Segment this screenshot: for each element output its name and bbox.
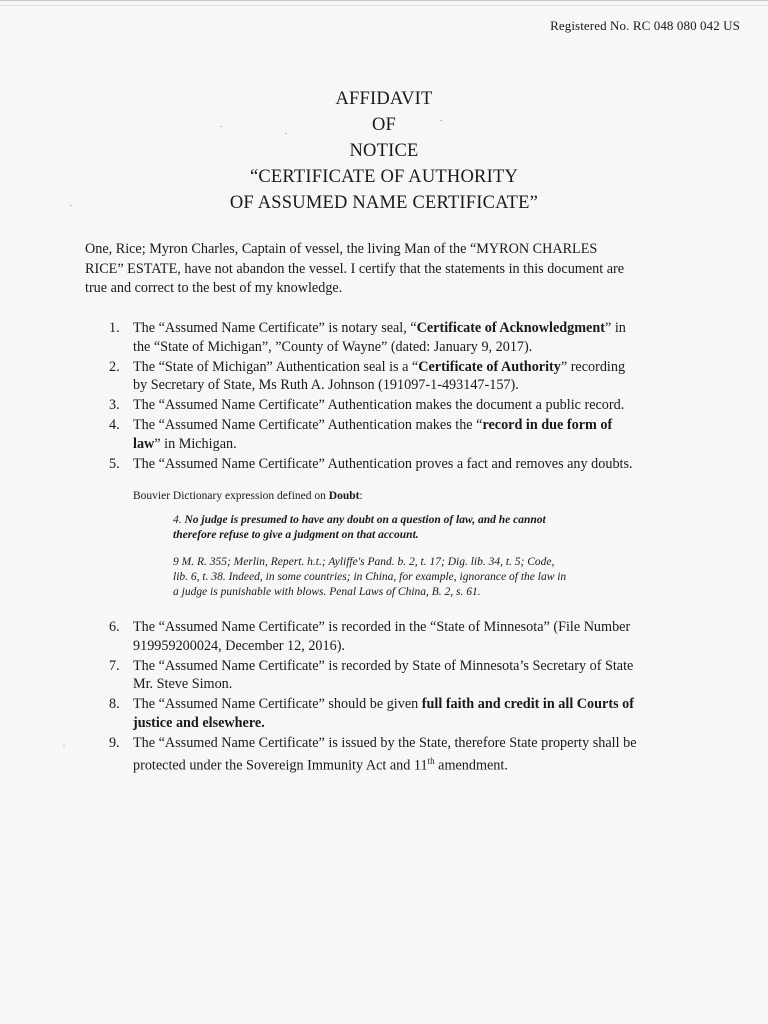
item-text: by Secretary of State, Ms Ruth A. Johnson (191097-1-493147-157). <box>133 377 519 393</box>
item-number: 1. <box>109 320 120 336</box>
item-text: ” in Michigan. <box>154 435 237 452</box>
scan-speck <box>285 133 287 134</box>
item-text: ” in <box>604 320 626 336</box>
doubt-heading-text: Bouvier Dictionary expression defined on <box>133 490 329 502</box>
list-item <box>85 455 685 474</box>
item-number: 4. <box>109 417 120 433</box>
scan-speck <box>70 205 72 206</box>
list-item <box>85 396 685 415</box>
list-item <box>85 618 685 655</box>
item-bold-text: law <box>133 435 155 452</box>
intro-line-3: true and correct to the best of my knowledge. <box>85 280 343 296</box>
title-line-1: AFFIDAVIT <box>335 89 433 109</box>
intro-line-2: RICE” ESTATE, have not abandon the vessel. I certify that the statements in this document are <box>85 260 625 277</box>
list-item <box>85 695 685 732</box>
item-text: The “Assumed Name Certificate” is recorded by State of Minnesota’s Secretary of State <box>133 657 634 674</box>
list-item <box>85 416 685 453</box>
item-bold-text: justice and elsewhere. <box>133 714 265 731</box>
item-number: 9. <box>109 734 120 751</box>
item-text: ” recording <box>560 358 626 375</box>
title-line-3: NOTICE <box>349 141 419 161</box>
scan-speck <box>220 126 222 127</box>
item-text: The “Assumed Name Certificate” should be given <box>133 696 422 712</box>
list-item <box>85 657 685 694</box>
quote-number: 4. <box>173 514 182 526</box>
item-number: 7. <box>109 657 120 674</box>
intro-paragraph <box>85 240 685 299</box>
quote-line-1: No judge is presumed to have any doubt on a question of law, and he cannot <box>181 514 546 526</box>
item-bold-text: record in due form of <box>482 417 613 433</box>
statement-list-part-2 <box>85 618 685 777</box>
registered-number: Registered No. RC 048 080 042 US <box>550 18 740 33</box>
item-number: 8. <box>109 696 120 712</box>
top-edge-rule <box>0 0 768 6</box>
citation-line-2: lib. 6, t. 38. Indeed, in some countries; in China, for example, ignorance of the law in <box>173 571 567 583</box>
citation-line-1: 9 M. R. 355; Merlin, Repert. h.t.; Ayliffe's Pand. b. 2, t. 17; Dig. lib. 34, t. 5; Code, <box>173 556 555 568</box>
item-bold-text: Certificate of Acknowledgment <box>416 320 605 336</box>
doubt-heading-bold: Doubt <box>328 490 360 502</box>
item-number: 2. <box>109 358 120 375</box>
doubt-quote <box>173 513 653 543</box>
item-text: The “Assumed Name Certificate” Authentication makes the document a public record. <box>133 397 625 413</box>
item-number: 6. <box>109 619 120 635</box>
title-line-2: OF <box>371 115 397 135</box>
item-text: Mr. Steve Simon. <box>133 676 233 692</box>
scan-speck <box>440 120 442 121</box>
item-text: The “Assumed Name Certificate” Authentication proves a fact and removes any doubts. <box>133 455 633 472</box>
item-text: The “Assumed Name Certificate” is notary seal, “ <box>133 320 417 336</box>
item-text: The “State of Michigan” Authentication seal is a “ <box>133 358 419 375</box>
item-superscript: th <box>427 756 435 766</box>
quote-line-2: therefore refuse to give a judgment on that account. <box>173 529 419 541</box>
list-item <box>85 358 685 395</box>
item-text: The “Assumed Name Certificate” is issued by the State, therefore State property shall be <box>133 734 637 751</box>
statement-list-part-1 <box>85 319 685 475</box>
item-number: 3. <box>109 397 120 413</box>
doubt-heading <box>133 490 363 502</box>
item-text: The “Assumed Name Certificate” is recorded in the “State of Minnesota” (File Number <box>133 619 631 635</box>
doubt-heading-colon: : <box>359 490 363 502</box>
title-line-5: OF ASSUMED NAME CERTIFICATE” <box>229 193 539 213</box>
item-text: amendment. <box>434 757 508 774</box>
citation-line-3: a judge is punishable with blows. Penal Laws of China, B. 2, s. 61. <box>173 586 481 598</box>
title-line-4: “CERTIFICATE OF AUTHORITY <box>249 167 519 187</box>
doubt-citation <box>173 555 653 600</box>
item-bold-text: Certificate of Authority <box>418 358 561 375</box>
scan-speck <box>63 745 65 746</box>
item-bold-text: full faith and credit in all Courts of <box>421 696 634 712</box>
item-text: The “Assumed Name Certificate” Authentication makes the “ <box>133 417 483 433</box>
item-number: 5. <box>109 455 120 472</box>
document-title <box>0 86 768 216</box>
item-text: 919959200024, December 12, 2016). <box>133 637 345 654</box>
item-text: protected under the Sovereign Immunity Act and 11 <box>133 757 428 774</box>
item-text: the “State of Michigan”, ”County of Wayne” (dated: January 9, 2017). <box>133 338 533 355</box>
intro-line-1: One, Rice; Myron Charles, Captain of vessel, the living Man of the “MYRON CHARLES <box>85 241 598 257</box>
list-item <box>85 734 685 776</box>
list-item <box>85 319 685 356</box>
